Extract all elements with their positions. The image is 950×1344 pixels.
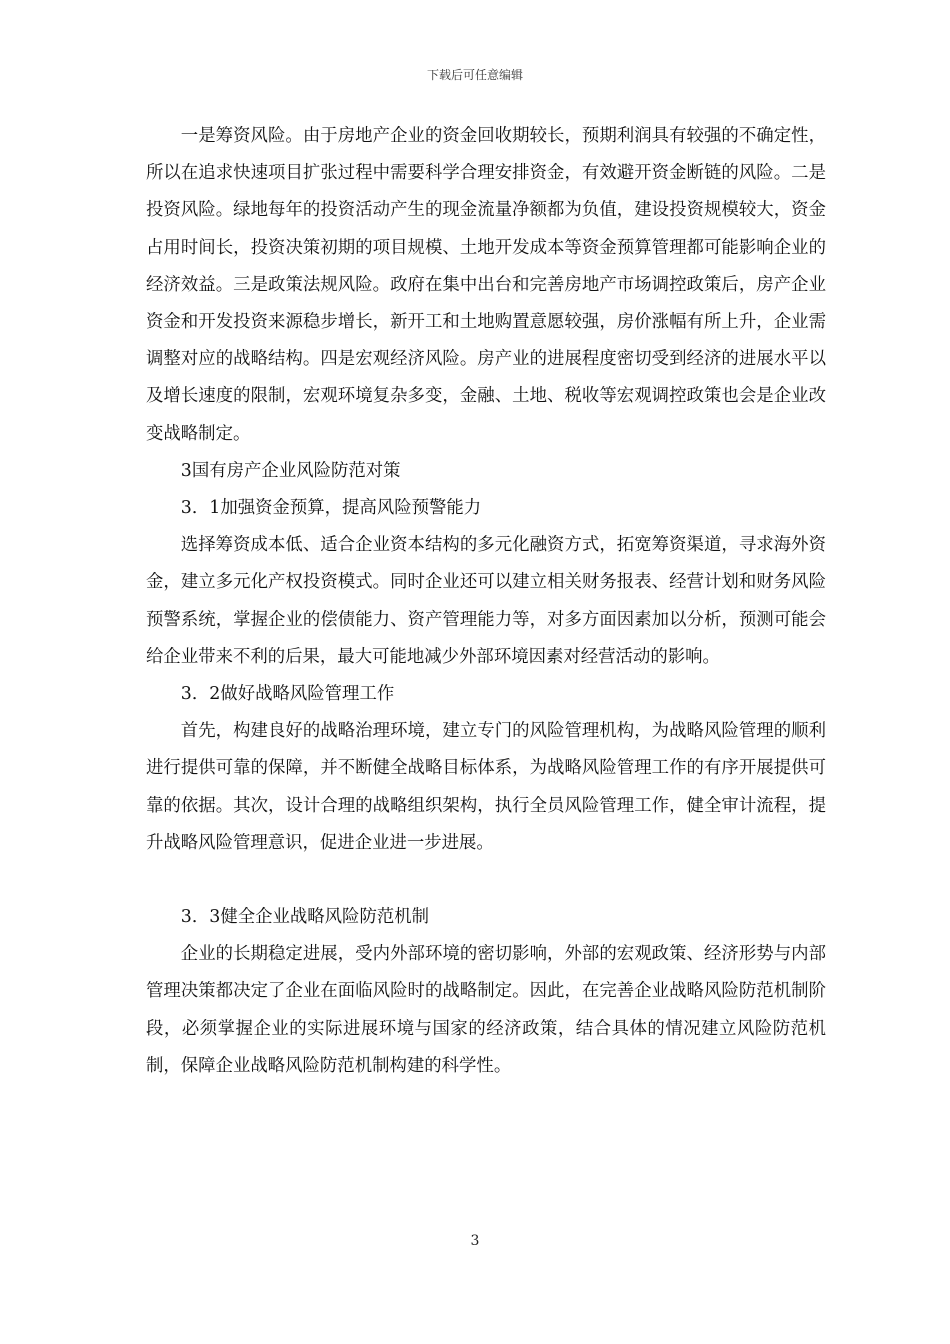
paragraph-risk-types: 一是筹资风险。由于房地产企业的资金回收期较长，预期利润具有较强的不确定性，所以在追求快速项目扩张过程中需要科学合理安排资金，有效避开资金断链的风险。二是投资风险。绿地每年的投资活动产生的现金流量净额都为负值，建设投资规模较大，资金占用时间长，投资决策初期的项目规模、土地开发成本等资金预算管理都可能影响企业的经济效益。三是政策法规风险。政府在集中出台和完善房地产市场调控政策后，房产企业资金和开发投资来源稳步增长，新开工和土地购置意愿较强，房价涨幅有所上升，企业需调整对应的战略结构。四是宏观经济风险。房产业的进展程度密切受到经济的进展水平以及增长速度的限制，宏观环境复杂多变，金融、土地、税收等宏观调控政策也会是企业改变战略制定。 [146,126,826,444]
section-heading-3: 3国有房产企业风险防范对策 [180,460,401,481]
subsection-heading-3-1: 3．1加强资金预算，提高风险预警能力 [180,498,482,519]
subsection-heading-3-2: 3．2做好战略风险管理工作 [180,684,395,705]
document-body [146,118,826,1085]
blank-line [146,862,826,899]
page-number: 3 [470,1233,480,1249]
paragraph-3-1: 选择筹资成本低、适合企业资本结构的多元化融资方式，拓宽筹资渠道，寻求海外资金，建立多元化产权投资模式。同时企业还可以建立相关财务报表、经营计划和财务风险预警系统，掌握企业的偿债能力、资产管理能力等，对多方面因素加以分析，预测可能会给企业带来不利的后果，最大可能地减少外部环境因素对经营活动的影响。 [146,535,826,667]
paragraph-3-3: 企业的长期稳定进展，受内外部环境的密切影响，外部的宏观政策、经济形势与内部管理决策都决定了企业在面临风险时的战略制定。因此，在完善企业战略风险防范机制阶段，必须掌握企业的实际进展环境与国家的经济政策，结合具体的情况建立风险防范机制，保障企业战略风险防范机制构建的科学性。 [146,944,826,1076]
paragraph-3-2: 首先，构建良好的战略治理环境，建立专门的风险管理机构，为战略风险管理的顺利进行提供可靠的保障，并不断健全战略目标体系，为战略风险管理工作的有序开展提供可靠的依据。其次，设计合理的战略组织架构，执行全员风险管理工作，健全审计流程，提升战略风险管理意识，促进企业进一步进展。 [146,721,826,853]
header-note: 下载后可任意编辑 [426,68,523,82]
subsection-heading-3-3: 3．3健全企业战略风险防范机制 [180,907,430,928]
